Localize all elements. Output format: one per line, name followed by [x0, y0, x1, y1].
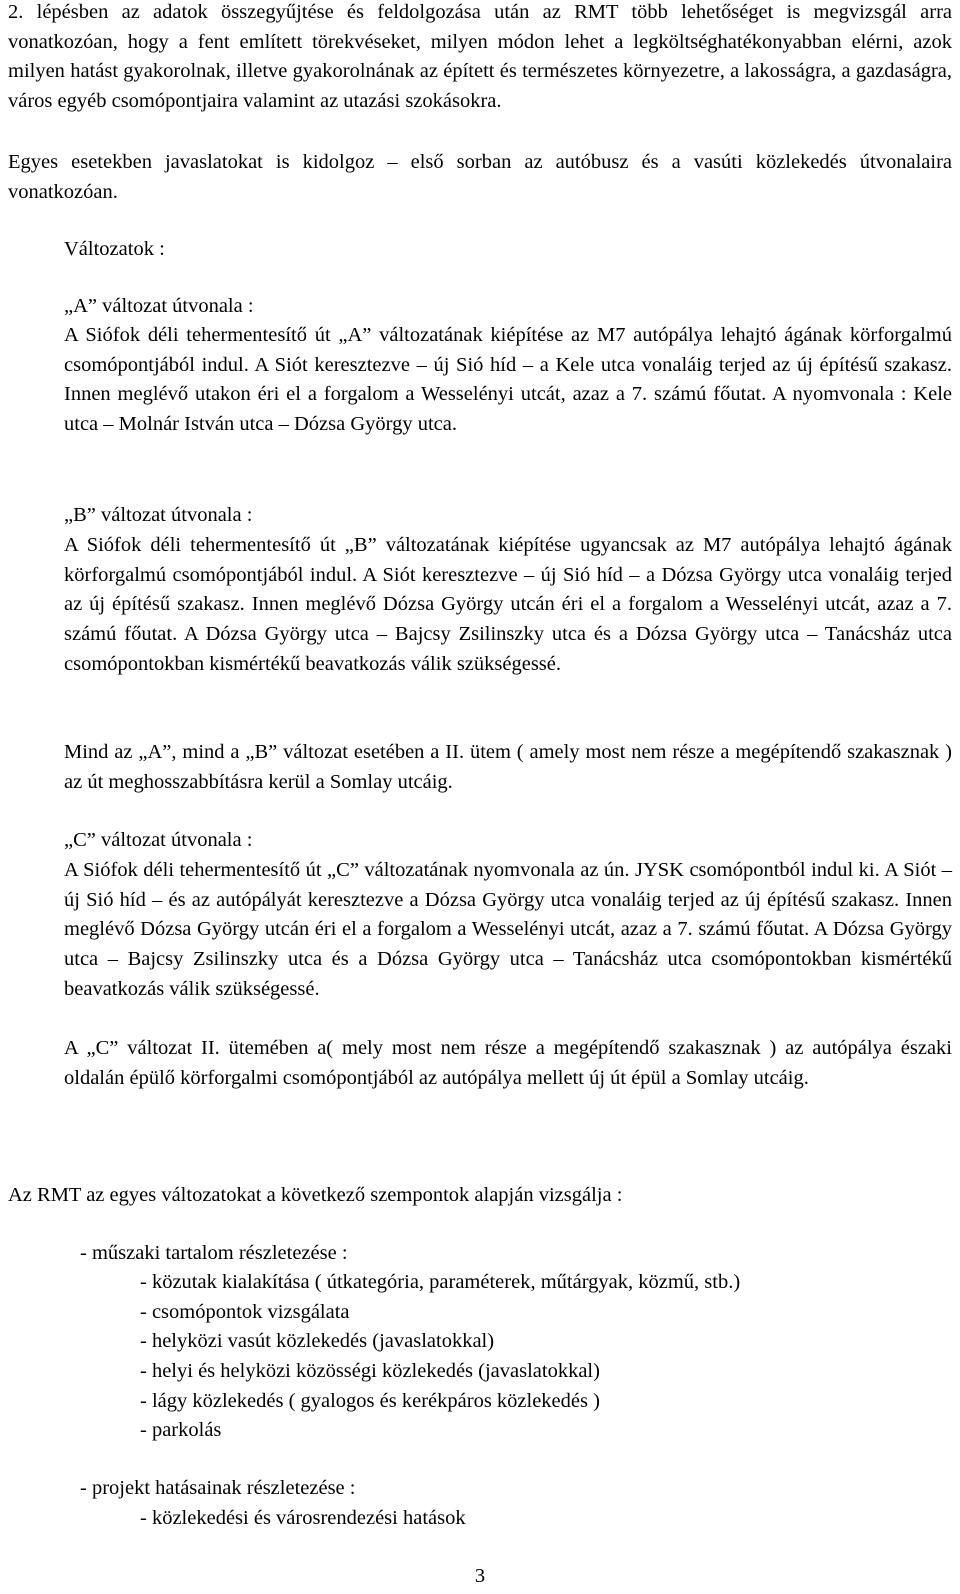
- variant-b-text: A Siófok déli tehermentesítő út „B” változatának kiépítése ugyancsak az M7 autópálya lehajtó ágának körforgalmú csomópontjából indul. A Siót keresztezve – új Sió híd – a Dózsa György utca vonaláig terjed az új építésű szakasz. Innen meglévő Dózsa György utcán éri el a forgalom a Wesselényi utcát, azaz a 7. számú főutat. A Dózsa György utca – Bajcsy Zsilinszky utca és a Dózsa György utca – Tanácsház utca csomópontokban kismértékű beavatkozás válik szükségessé.: [64, 534, 952, 675]
- criteria-technical-item: - lágy közlekedés ( gyalogos és kerékpáros közlekedés ): [140, 1390, 600, 1412]
- criteria-technical-item: - helyközi vasút közlekedés (javaslatokkal): [140, 1330, 495, 1352]
- page-number: 3: [474, 1565, 486, 1587]
- variants-heading: Változatok :: [64, 238, 165, 260]
- variant-c-text-2: A „C” változat II. ütemében a( mely most nem része a megépítendő szakasznak ) az autópálya északi oldalán épülő körforgalmi csomópontjából az autópálya mellett új út épül a Somlay utcáig.: [64, 1037, 952, 1089]
- intro-paragraph-2: Egyes esetekben javaslatokat is kidolgoz – első sorban az autóbusz és a vasúti közlekedés útvonalaira vonatkozóan.: [8, 151, 952, 203]
- criteria-technical-item: - helyi és helyközi közösségi közlekedés (javaslatokkal): [140, 1360, 600, 1382]
- criteria-technical-item: - csomópontok vizsgálata: [140, 1301, 350, 1323]
- intro-paragraph: 2. lépésben az adatok összegyűjtése és feldolgozása után az RMT több lehetőséget is megvizsgál arra vonatkozóan, hogy a fent említett törekvéseket, milyen módon lehet a legköltséghatékonyabban elérni, azok milyen hatást gyakorolnak, illetve gyakorolnának az épített és természetes környezetre, a lakosságra, a gazdaságra, város egyéb csomópontjaira valamint az utazási szokásokra.: [8, 1, 952, 113]
- criteria-technical-item: - parkolás: [140, 1419, 222, 1441]
- variant-a-title: „A” változat útvonala :: [64, 295, 254, 317]
- variant-a-text: A Siófok déli tehermentesítő út „A” változatának kiépítése az M7 autópálya lehajtó ágának körforgalmú csomópontjából indul. A Siót keresztezve – új Sió híd – a Kele utca vonaláig terjed az új építésű szakasz. Innen meglévő utakon éri el a forgalom a Wesselényi utcát, azaz a 7. számú főutat. A nyomvonala : Kele utca – Molnár István utca – Dózsa György utca.: [64, 324, 952, 436]
- criteria-technical-item: - közutak kialakítása ( útkategória, paraméterek, műtárgyak, közmű, stb.): [140, 1271, 741, 1293]
- variant-c-text: A Siófok déli tehermentesítő út „C” változatának nyomvonala az ún. JYSK csomópontból indul ki. A Siót – új Sió híd – és az autópályát keresztezve a Dózsa György utca vonaláig terjed az új építésű szakasz. Innen meglévő Dózsa György utcán éri el a forgalom a Wesselényi utcát, azaz a 7. számú főutat. A Dózsa György utca – Bajcsy Zsilinszky utca és a Dózsa György utca – Tanácsház utca csomópontokban kismértékű beavatkozás válik szükségessé.: [64, 859, 952, 1000]
- variant-b-title: „B” változat útvonala :: [64, 504, 253, 526]
- criteria-impacts-item: - közlekedési és városrendezési hatások: [140, 1507, 466, 1529]
- criteria-technical-label: - műszaki tartalom részletezése :: [80, 1242, 348, 1264]
- both-variants-note: Mind az „A”, mind a „B” változat esetében a II. ütem ( amely most nem része a megépítendő szakasznak ) az út meghosszabbításra kerül a Somlay utcáig.: [64, 741, 952, 793]
- criteria-impacts-label: - projekt hatásainak részletezése :: [80, 1477, 356, 1499]
- variant-c-title: „C” változat útvonala :: [64, 829, 253, 851]
- criteria-intro: Az RMT az egyes változatokat a következő szempontok alapján vizsgálja :: [8, 1184, 623, 1206]
